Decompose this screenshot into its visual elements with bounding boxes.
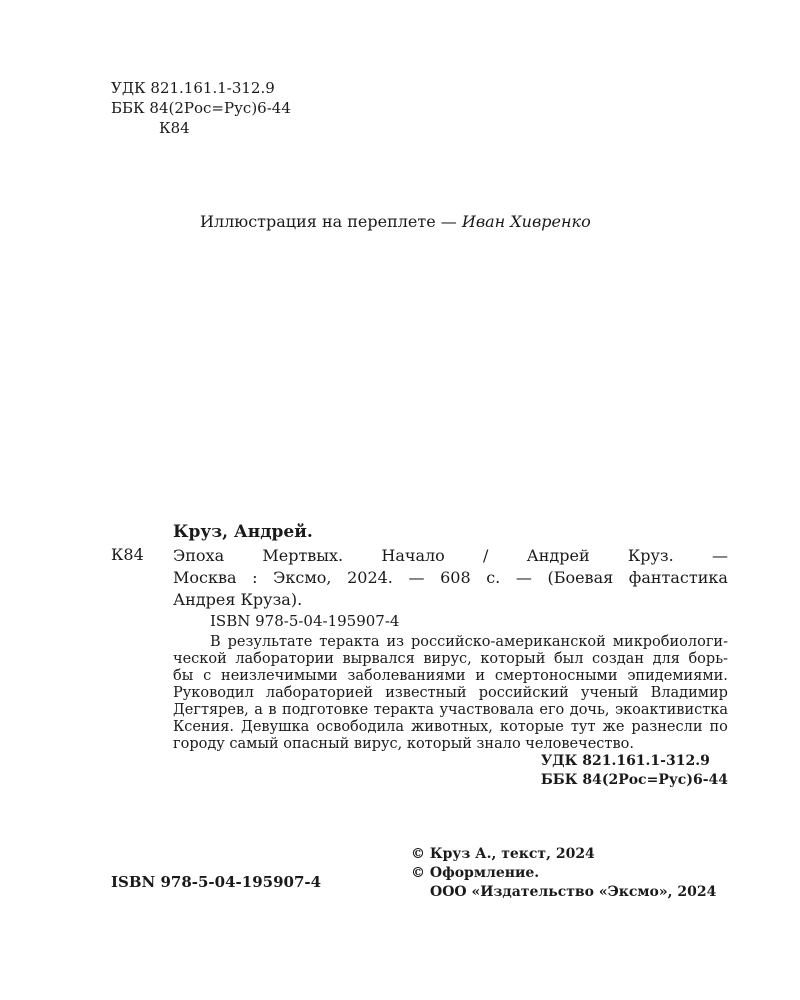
word: которые [499, 719, 564, 735]
word: Андрея Круза). [173, 590, 303, 609]
word: же [602, 719, 625, 735]
bibliographic-author-mark: К84 [111, 545, 144, 564]
word: результате [227, 634, 313, 650]
bibliographic-description [173, 545, 728, 611]
word: вирус, [423, 651, 472, 667]
word: Ксения. [173, 719, 235, 735]
word: (Боевая [547, 568, 614, 587]
word: известный [385, 685, 467, 701]
word: тут [570, 719, 596, 735]
word: Мертвых. [262, 546, 344, 565]
word: Девушка [241, 719, 310, 735]
word: Начало [381, 546, 445, 565]
word: бы [173, 668, 194, 684]
annotation-line [173, 702, 728, 719]
bbk-code: ББК 84(2Рос=Рус)6-44 [111, 99, 291, 117]
word: В [210, 634, 221, 650]
word: заболеваниями [347, 668, 466, 684]
word: его [539, 702, 565, 718]
word: Круз. [627, 546, 674, 565]
word: — [408, 568, 425, 587]
annotation-line [173, 719, 728, 736]
word: эпидемиями. [627, 668, 728, 684]
word: из [386, 634, 405, 650]
word: : [252, 568, 258, 587]
word: для [652, 651, 680, 667]
word: неизлечимыми [221, 668, 338, 684]
word: Эксмо, [273, 568, 332, 587]
word: Дегтярев, [173, 702, 249, 718]
word: был [553, 651, 584, 667]
word: животных, [410, 719, 493, 735]
word: российско-американской [411, 634, 606, 650]
word: 2024. [347, 568, 393, 587]
word: — [515, 568, 532, 587]
biblio-line [173, 589, 728, 611]
word: теракта [319, 634, 380, 650]
word: вырвался [342, 651, 415, 667]
copyright-text: © Круз А., текст, 2024 [411, 846, 595, 862]
word: теракта [373, 702, 434, 718]
bibliographic-isbn: ISBN 978-5-04-195907-4 [210, 612, 400, 630]
word: микробиологи- [612, 634, 728, 650]
word: подготовке [282, 702, 369, 718]
udk-code-bold: УДК 821.161.1-312.9 [540, 753, 710, 769]
word: — [711, 546, 728, 565]
word: Владимир [650, 685, 728, 701]
annotation-line [173, 668, 728, 685]
word: с. [486, 568, 501, 587]
word: Эпоха [173, 546, 225, 565]
udk-code: УДК 821.161.1-312.9 [111, 79, 275, 97]
word: экоактивистка [614, 702, 728, 718]
word: с [203, 668, 212, 684]
classification-codes-right [541, 752, 728, 790]
word: дочь, [569, 702, 610, 718]
word: Москва [173, 568, 237, 587]
word: Руководил [173, 685, 254, 701]
word: и [475, 668, 485, 684]
word: Андрей [526, 546, 590, 565]
word: российский [478, 685, 569, 701]
bbk-code-bold: ББК 84(2Рос=Рус)6-44 [540, 772, 728, 788]
word: освободила [316, 719, 404, 735]
illustration-credit [200, 212, 591, 231]
word: городу самый опасный вирус, который знало человечество. [173, 736, 634, 752]
isbn-bottom: ISBN 978-5-04-195907-4 [111, 873, 322, 891]
annotation-line [173, 736, 728, 753]
copyright-design: © Оформление. [411, 865, 540, 881]
top-classification-codes [111, 78, 291, 138]
word: по [709, 719, 728, 735]
word: участвовала [439, 702, 534, 718]
word: ческой [173, 651, 227, 667]
annotation-line [173, 634, 728, 651]
copyright-publisher: ООО «Издательство «Эксмо», 2024 [430, 884, 717, 900]
word: фантастика [628, 568, 728, 587]
word: лабораторией [265, 685, 374, 701]
illustration-artist: Иван Хивренко [461, 212, 591, 231]
annotation [173, 634, 728, 753]
illustration-label: Иллюстрация на переплете — [200, 212, 462, 231]
word: разнесли [631, 719, 703, 735]
author-mark: К84 [159, 119, 190, 137]
word: который [480, 651, 546, 667]
annotation-line [173, 651, 728, 668]
word: лаборатории [235, 651, 334, 667]
word: а [254, 702, 263, 718]
word: в [268, 702, 277, 718]
biblio-line [173, 545, 728, 567]
annotation-line [173, 685, 728, 702]
biblio-line [173, 567, 728, 589]
word: смертоносными [494, 668, 618, 684]
word: создан [592, 651, 644, 667]
copyright-block [411, 845, 716, 902]
word: борь- [688, 651, 728, 667]
word: 608 [440, 568, 471, 587]
bibliographic-author: Круз, Андрей. [173, 522, 313, 542]
word: ученый [580, 685, 639, 701]
word: / [483, 546, 489, 565]
